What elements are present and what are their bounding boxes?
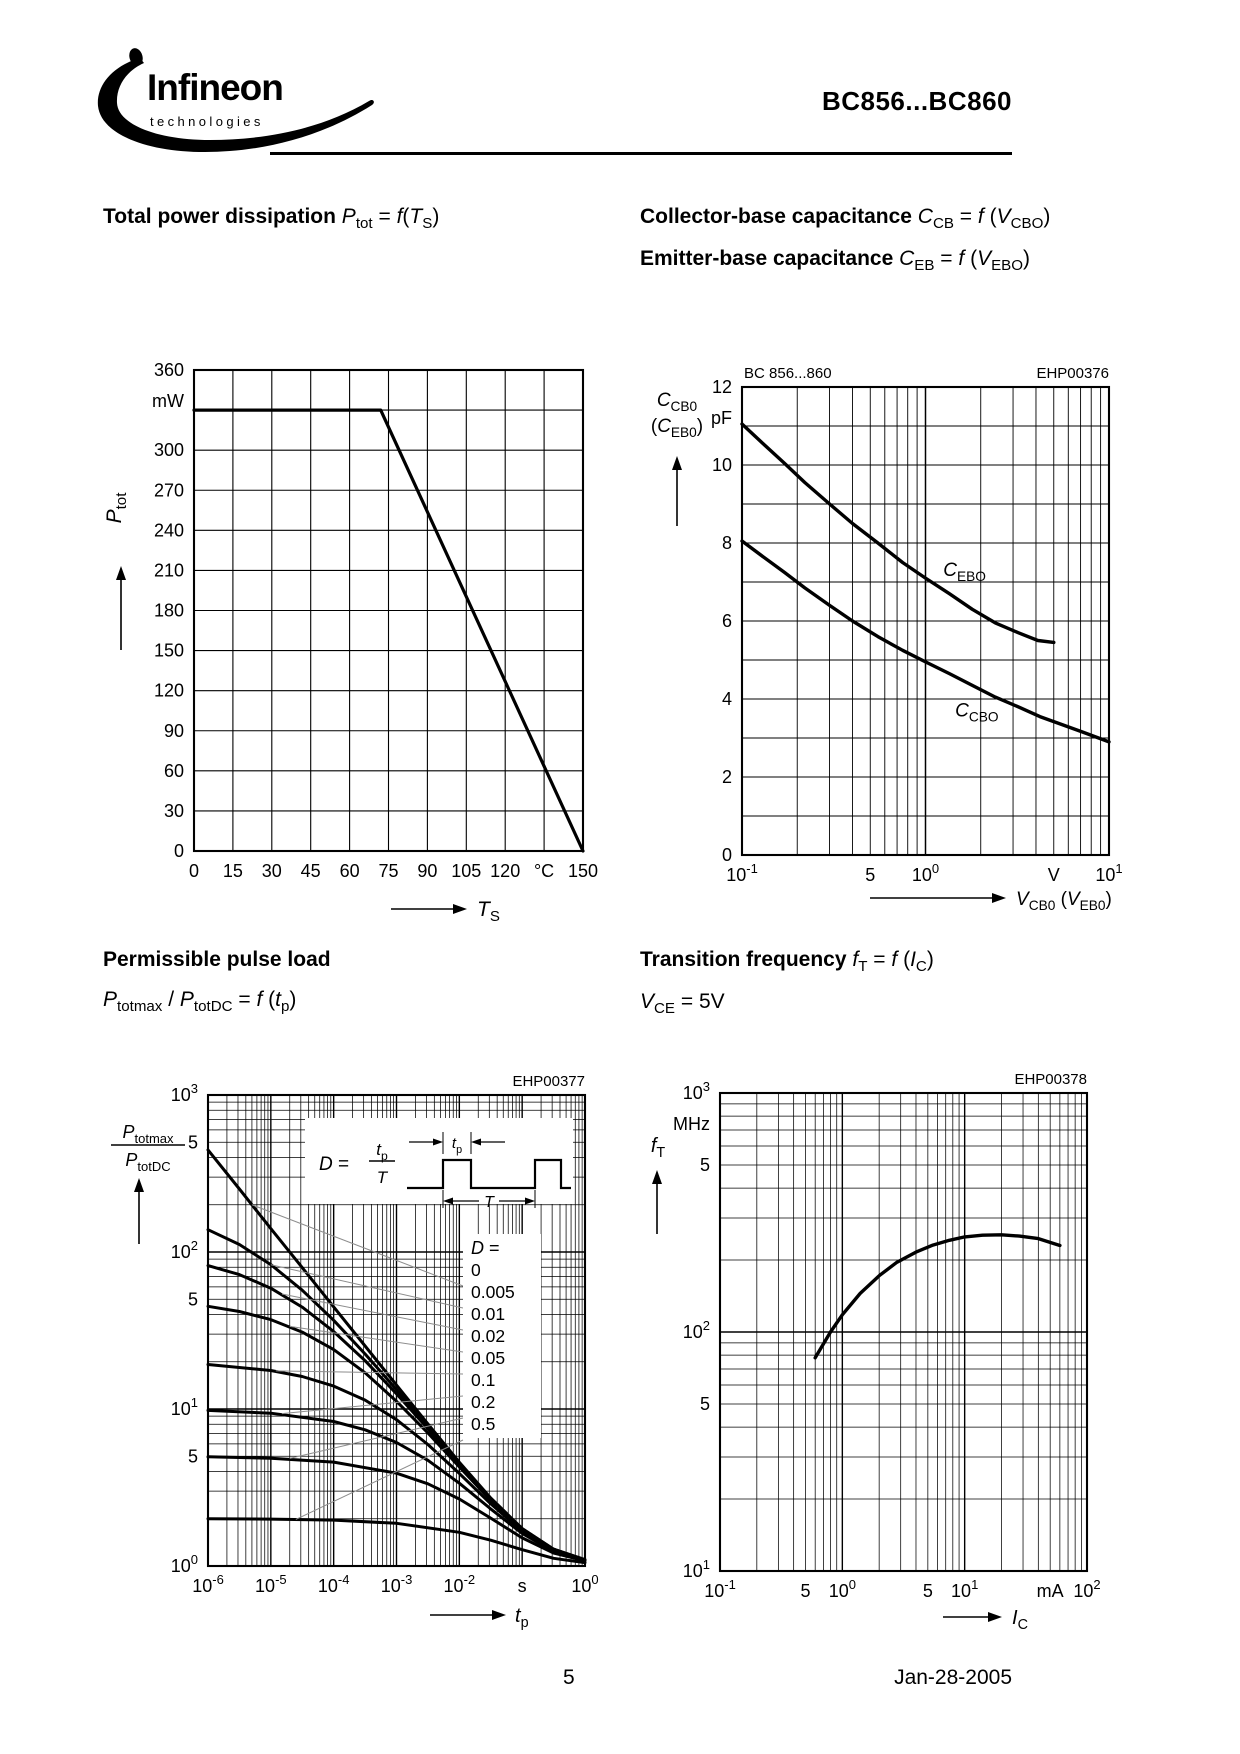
y-tick: 5 (699, 1393, 710, 1414)
chart-code-right: EHP00378 (1014, 1071, 1087, 1088)
chart-permissible-pulse-load (95, 1038, 625, 1655)
legend-entry: 0.2 (471, 1392, 496, 1412)
x-tick: $10^{-4}$ (317, 1572, 350, 1596)
x-tick: $10^{-6}$ (192, 1572, 224, 1596)
x-tick: $10^{-3}$ (380, 1572, 413, 1596)
curve-label-C_CBO: $C_{CBO}$ (955, 700, 999, 725)
y-tick-labels (152, 360, 184, 861)
y-tick: 5 (699, 1154, 710, 1175)
x-tick: $10^{-2}$ (443, 1572, 476, 1596)
curve-C_EBO (742, 424, 1054, 642)
pulse-diagram-inset (305, 1118, 573, 1211)
section-title-emitter-base-cap (640, 247, 1030, 274)
x-tick: $10^1$ (951, 1577, 979, 1601)
right-arrow-head-icon (453, 904, 467, 914)
y-tick: 120 (153, 680, 184, 701)
x-tick: 60 (339, 861, 360, 881)
x-axis-name: $t_p$ (515, 1605, 529, 1631)
section-subtitle-pulse-load (103, 988, 296, 1015)
y-tick: 6 (721, 611, 732, 631)
right-arrow-head-icon (988, 1612, 1002, 1622)
x-tick: 0 (188, 861, 200, 881)
inset-tp-label: $t_p$ (451, 1135, 463, 1156)
y-axis-name-denominator: $P_{totDC}$ (125, 1150, 171, 1174)
y-tick: $10^3$ (682, 1079, 710, 1103)
chart-total-power-dissipation (95, 318, 600, 955)
inset-frac-top: $t_p$ (376, 1140, 388, 1163)
x-tick: $10^{-1}$ (704, 1577, 736, 1601)
header-rule (270, 152, 1012, 155)
inset-frac-bottom: T (376, 1168, 388, 1187)
x-tick: 15 (222, 861, 243, 881)
legend-entry: 0.02 (471, 1326, 506, 1346)
y-tick: 60 (163, 760, 184, 781)
y-tick: $10^0$ (170, 1552, 198, 1576)
title-math: $C_{CB} = f$ $(V_{CBO})$ (917, 205, 1051, 232)
y-tick: $10^2$ (682, 1318, 710, 1342)
x-tick: $10^{-1}$ (726, 861, 758, 885)
x-tick: °C (533, 861, 555, 881)
footer-date: Jan-28-2005 (894, 1666, 1012, 1689)
x-tick: 30 (261, 861, 282, 881)
y-tick: 180 (153, 600, 184, 621)
y-axis-name: $P_{tot}$ (103, 492, 130, 524)
curve-label-C_EBO: $C_{EBO}$ (943, 560, 986, 585)
y-tick-labels (171, 1081, 198, 1576)
y-tick: 360 (153, 360, 184, 380)
chart-code-right: EHP00377 (512, 1073, 585, 1090)
chart-capacitance (628, 318, 1218, 955)
x-tick: V (1047, 865, 1060, 885)
legend-leader-line (276, 1371, 463, 1374)
title-text: Permissible pulse load (103, 948, 331, 971)
x-tick-labels (704, 1577, 1100, 1601)
y-tick: 90 (163, 720, 184, 741)
right-arrow-head-icon (992, 893, 1006, 903)
legend-title: D = (471, 1238, 500, 1258)
x-tick: 90 (417, 861, 438, 881)
y-tick: 300 (153, 440, 184, 461)
y-tick: 30 (163, 800, 184, 821)
x-tick: $10^{-5}$ (255, 1572, 287, 1596)
y-tick: 150 (153, 640, 184, 661)
grid (720, 1093, 1087, 1571)
up-arrow-head-icon (652, 1170, 662, 1184)
y-tick: 270 (153, 480, 184, 501)
title-text: Emitter-base capacitance (640, 247, 900, 270)
legend-entry: 0 (471, 1260, 481, 1280)
y-unit: MHz (673, 1114, 710, 1134)
x-axis-name: $T_S$ (477, 898, 500, 925)
x-tick: 150 (567, 861, 599, 881)
x-tick: mA (1036, 1581, 1064, 1601)
title-text: Collector-base capacitance (640, 205, 918, 228)
y-axis-name: $C_{CB0}$ (656, 390, 698, 414)
legend-entry: 0.005 (471, 1282, 515, 1302)
legend-leader-line (282, 1396, 463, 1414)
logo-brand-text: Infineon (147, 67, 283, 108)
up-arrow-head-icon (672, 456, 682, 470)
y-tick: $10^1$ (170, 1395, 198, 1419)
y-axis-name-numerator: $P_{totmax}$ (122, 1122, 174, 1146)
y-axis-name: $(C_{EB0})$ (650, 416, 704, 440)
x-tick: 5 (865, 865, 876, 885)
title-text: Total power dissipation (103, 205, 342, 228)
x-tick: $10^0$ (911, 861, 940, 885)
x-tick: s (517, 1576, 527, 1596)
chart-code-right: EHP00376 (1036, 365, 1109, 382)
x-tick: 105 (451, 861, 482, 881)
up-arrow-head-icon (116, 566, 126, 580)
x-tick: 45 (300, 861, 321, 881)
y-tick: 8 (721, 533, 732, 553)
y-tick-labels (673, 1079, 710, 1581)
title-text: Transition frequency (640, 948, 853, 971)
up-arrow-head-icon (134, 1178, 144, 1192)
y-tick: 0 (173, 841, 184, 861)
y-tick: 2 (721, 767, 732, 787)
x-tick-labels (189, 861, 598, 881)
y-tick: 10 (711, 455, 732, 475)
x-tick-labels (192, 1572, 598, 1596)
legend-entry: 0.05 (471, 1348, 506, 1368)
x-tick: 5 (800, 1581, 811, 1601)
y-unit: pF (710, 408, 732, 428)
chart-code-left: BC 856...860 (744, 365, 832, 382)
y-tick: 5 (187, 1132, 198, 1153)
infineon-logo (90, 48, 390, 158)
x-tick: 5 (922, 1581, 933, 1601)
y-tick: 240 (153, 520, 184, 541)
legend-entry: 0.1 (471, 1370, 496, 1390)
x-tick: 120 (490, 861, 521, 881)
section-title-total-power (103, 205, 439, 232)
title-math: $P_{tot} = f(T_S)$ (341, 205, 440, 232)
y-tick: 4 (721, 689, 732, 709)
chart-transition-frequency (628, 1038, 1218, 1655)
grid (194, 370, 583, 851)
doc-title: BC856...BC860 (821, 86, 1012, 116)
page-number: 5 (563, 1666, 575, 1689)
x-tick: $10^0$ (571, 1572, 599, 1596)
x-tick-labels (726, 861, 1122, 885)
y-tick: $10^1$ (682, 1557, 710, 1581)
x-tick: $10^2$ (1073, 1577, 1101, 1601)
x-axis-name: $V_{CB0}$ $(V_{EB0})$ (1016, 889, 1112, 913)
right-arrow-head-icon (492, 1610, 506, 1620)
y-tick: 5 (187, 1446, 198, 1467)
y-tick: 12 (711, 377, 732, 397)
title-math: $P_{totmax} / P_{totDC} = f$ $(t_p)$ (103, 988, 297, 1015)
x-tick: $10^0$ (828, 1577, 856, 1601)
x-tick: 75 (378, 861, 399, 881)
legend-leader-line (296, 1440, 463, 1519)
y-tick: 5 (187, 1289, 198, 1310)
inset-formula: D = (319, 1154, 350, 1175)
title-math: $C_{EB} = f$ $(V_{EBO})$ (899, 247, 1030, 274)
y-tick-labels (711, 377, 732, 865)
inset-T-label: T (484, 1194, 494, 1211)
legend-entry: 0.01 (471, 1304, 506, 1324)
y-tick: 210 (153, 560, 184, 581)
y-axis-name: $f_T$ (650, 1135, 666, 1161)
x-tick: $10^1$ (1095, 861, 1123, 885)
title-math: $f_T = f$ $(I_C)$ (852, 948, 934, 975)
grid (742, 387, 1109, 855)
title-math: $V_{CE} = 5V$ (640, 990, 725, 1017)
x-axis-name: $I_C$ (1012, 1607, 1028, 1633)
y-tick: 0 (721, 845, 732, 865)
logo-sub-text: technologies (150, 114, 264, 129)
y-tick: $10^3$ (170, 1081, 198, 1105)
legend-entry: 0.5 (471, 1414, 496, 1434)
y-tick: $10^2$ (170, 1238, 198, 1262)
y-unit: mW (152, 391, 184, 411)
section-title-collector-base-cap (640, 205, 1050, 232)
section-subtitle-vce (640, 990, 725, 1017)
